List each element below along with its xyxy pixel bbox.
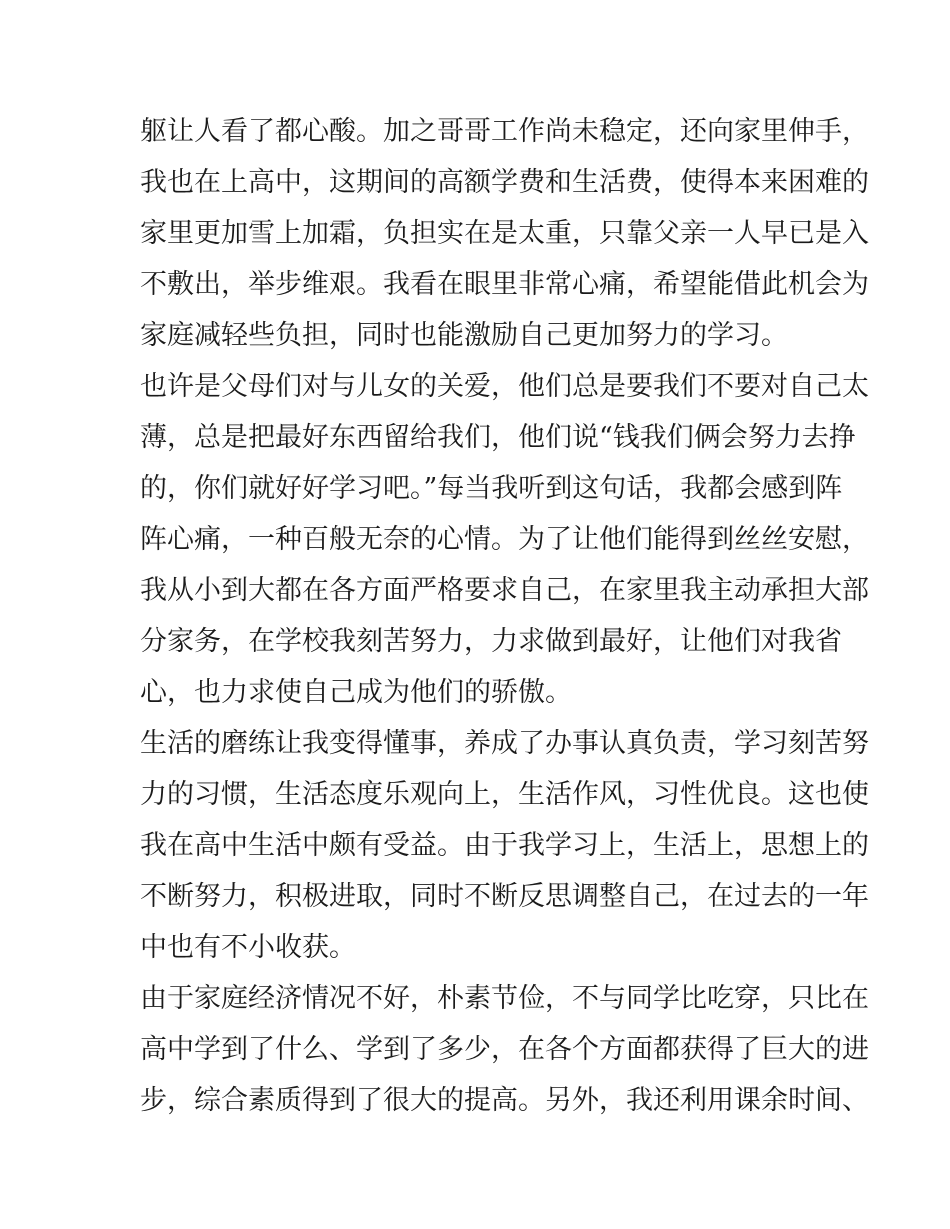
text-line: 我从小到大都在各方面严格要求自己，在家里我主动承担大部: [140, 575, 869, 606]
text-line: 生活的磨练让我变得懂事，养成了办事认真负责，学习刻苦努: [140, 728, 869, 759]
text-line: 心，也力求使自己成为他们的骄傲。: [140, 677, 572, 708]
text-line: 薄，总是把最好东西留给我们，他们说“钱我们俩会努力去挣: [140, 422, 856, 453]
text-line: 的，你们就好好学习吧。”每当我听到这句话，我都会感到阵: [140, 473, 843, 504]
text-line: 家庭减轻些负担，同时也能激励自己更加努力的学习。: [140, 320, 788, 351]
text-line: 也许是父母们对与儿女的关爱，他们总是要我们不要对自己太: [140, 371, 869, 402]
text-line: 步，综合素质得到了很大的提高。另外，我还利用课余时间、: [140, 1085, 869, 1116]
text-line: 我也在上高中，这期间的高额学费和生活费，使得本来困难的: [140, 167, 869, 198]
text-line: 力的习惯，生活态度乐观向上，生活作风，习性优良。这也使: [140, 779, 869, 810]
text-line: 不断努力，积极进取，同时不断反思调整自己，在过去的一年: [140, 881, 869, 912]
text-line: 不敷出，举步维艰。我看在眼里非常心痛，希望能借此机会为: [140, 269, 869, 300]
text-line: 由于家庭经济情况不好，朴素节俭，不与同学比吃穿，只比在: [140, 983, 869, 1014]
text-line: 中也有不小收获。: [140, 932, 356, 963]
document-body: [140, 106, 869, 1126]
text-line: 阵心痛，一种百般无奈的心情。为了让他们能得到丝丝安慰，: [140, 524, 869, 555]
text-line: 我在高中生活中颇有受益。由于我学习上，生活上，思想上的: [140, 830, 869, 861]
text-line: 家里更加雪上加霜，负担实在是太重，只靠父亲一人早已是入: [140, 218, 869, 249]
text-line: 高中学到了什么、学到了多少，在各个方面都获得了巨大的进: [140, 1034, 869, 1065]
text-line: 躯让人看了都心酸。加之哥哥工作尚未稳定，还向家里伸手，: [140, 116, 869, 147]
text-line: 分家务，在学校我刻苦努力，力求做到最好，让他们对我省: [140, 626, 842, 657]
